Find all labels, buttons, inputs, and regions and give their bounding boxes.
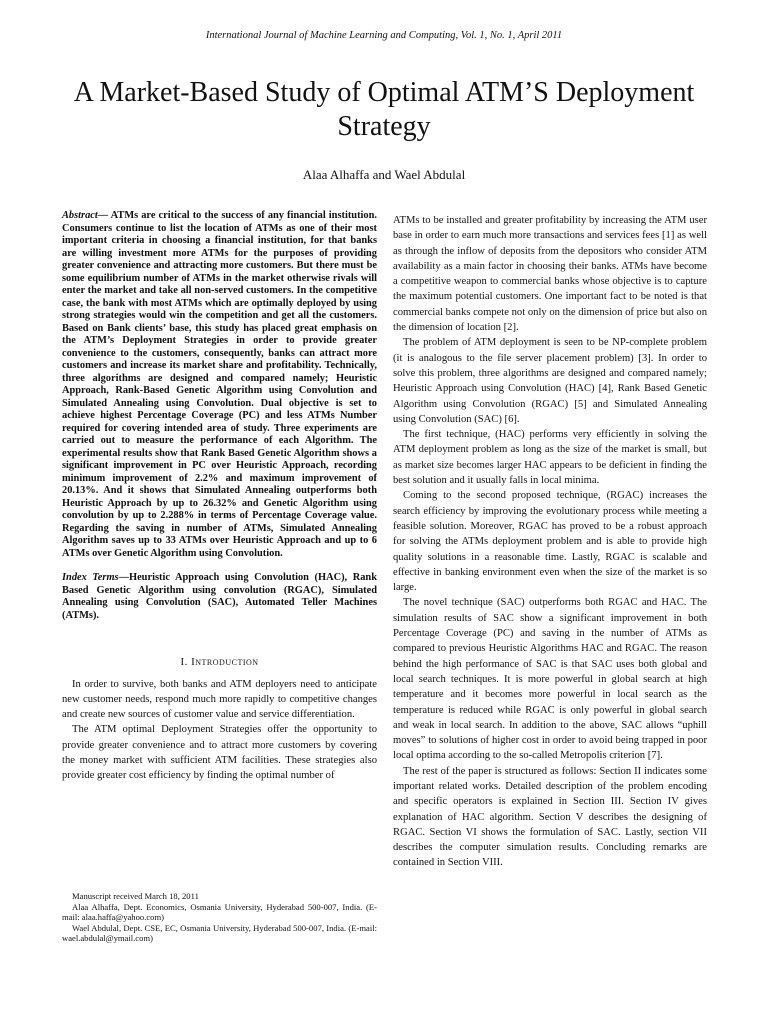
- right-column: [393, 213, 707, 871]
- footnote: Alaa Alhaffa, Dept. Economics, Osmania University, Hyderabad 500-007, India. (E-mail: alaa.haffa@yahoo.com): [62, 901, 377, 922]
- index-terms-label: Index Terms: [62, 572, 119, 583]
- journal-header: International Journal of Machine Learning and Computing, Vol. 1, No. 1, April 2011: [205, 30, 563, 41]
- intro-paragraph: In order to survive, both banks and ATM deployers need to anticipate new customer needs, respond much more rapidly to competitive changes and create new sources of customer value and service differentiation.: [62, 678, 377, 721]
- section-number: I.: [180, 656, 188, 668]
- authors: Alaa Alhaffa and Wael Abdulal: [302, 167, 466, 182]
- footnote: Manuscript received March 18, 2011: [72, 891, 199, 901]
- index-terms: [62, 572, 377, 622]
- index-terms-text: —Heuristic Approach using Convolution (HAC), Rank Based Genetic Algorithm using convolution (RGAC), Simulated Annealing using Convolution (SAC), Automated Teller Machines (ATMs).: [62, 572, 377, 621]
- body-paragraph: Coming to the second proposed technique, (RGAC) increases the search efficiency by improving the evolutionary process while meeting a feasible solution. Moreover, RGAC has proved to be a robust approach for solving the ATMs deployment problem and is able to provide high quality solutions in a reasonable time. Lastly, RGAC is scalable and effective in banking environment even when the size of the market is so large.: [393, 490, 707, 594]
- section-heading-introduction: [62, 656, 377, 669]
- body-paragraph: The rest of the paper is structured as follows: Section II indicates some important related works. Detailed description of the problem encoding and specific operators is explained in Section III. Section IV gives explanation of HAC algorithm. Section V describes the designing of RGAC. Section VI shows the formulation of SAC. Lastly, section VII describes the computer simulation results. Concluding remarks are contained in Section VIII.: [393, 765, 707, 869]
- footnotes: [62, 890, 377, 944]
- body-paragraph: The first technique, (HAC) performs very efficiently in solving the ATM deployment problem as long as the size of the market is small, but as market size becomes larger HAC appears to be deficient in finding the best solution and it usually falls in local minima.: [393, 429, 707, 487]
- body-paragraph: The novel technique (SAC) outperforms both RGAC and HAC. The simulation results of SAC show a significant improvement in both Percentage Coverage (PC) and saving in the number of ATMs as compared to previous Heuristic Algorithms HAC and RGAC. The reason behind the high performance of SAC is that SAC uses both global and local search techniques. It is more powerful in global search at high temperature and it becomes more powerful in local search as the temperature is reduced while RGAC is only powerful in global search and weak in local search. In addition to the above, SAC allows “uphill moves” to solutions of higher cost in order to avoid being trapped in poor local optima according to the so-called Metropolis criterion [7].: [393, 597, 707, 762]
- body-paragraph: ATMs to be installed and greater profitability by increasing the ATM user base in order to earn much more transactions and services fees [1] as well as through the inflow of deposits from the depositors who consider ATM availability as a main factor in choosing their banks. ATMs have become a competitive weapon to commercial banks whose objective is to capture the maximum potential customers. One important fact to be noted is that commercial banks compete not only on the dimension of price but also on the dimension of location [2].: [393, 215, 707, 334]
- abstract: [62, 210, 377, 560]
- abstract-label: Abstract—: [62, 210, 109, 221]
- footnote: Wael Abdulal, Dept. CSE, EC, Osmania University, Hyderabad 500-007, India. (E-mail: wael.abdulal@ymail.com): [62, 922, 377, 943]
- section-title: Introduction: [191, 656, 259, 668]
- body-paragraph: The problem of ATM deployment is seen to be NP-complete problem (it is analogous to the file server placement problem) [3]. In order to solve this problem, three algorithms are designed and compared namely; Heuristic Approach using Convolution (HAC) [4], Rank Based Genetic Algorithm using Convolution (RGAC) [5] and Simulated Annealing using Convolution (SAC) [6].: [393, 337, 707, 425]
- abstract-text: ATMs are critical to the success of any financial institution. Consumers continue to list the location of ATMs as one of their most important criteria in choosing a financial institution, for that banks are willing investment more ATMs for the purposes of providing greater convenience and attracting more customers. But there must be some equilibrium number of ATMs in the market otherwise rivals will enter the market and take all non-served customers. In the competitive case, the bank with most ATMs which are optimally deployed by using strong strategies would win the competition and get all the customers. Based on Bank clients’ base, this study has placed great emphasis on the ATM’s Deployment Strategies in order to provide greater convenience to the customers, consequently, banks can attract more customers and increase its market share and profitability. Technically, three algorithms are designed and compared namely; Heuristic Approach, Rank-Based Genetic Algorithm using Convolution and Simulated Annealing using Convolution. Dual objective is set to achieve highest Percentage Coverage (PC) and less ATMs Number required for covering intended area of study. Three experiments are carried out to measure the performance of each Algorithm. The experimental results show that Rank Based Genetic Algorithm shows a significant improvement in PC over Heuristic Approach, recording minimum improvement of 2.2% and maximum improvement of 20.13%. And it shows that Simulated Annealing outperforms both Heuristic Approach by up to 26.32% and Genetic Algorithm using convolution by up to 2.288% in terms of Percentage Coverage value. Regarding the saving in number of ATMs, Simulated Annealing Algorithm saves up to 33 ATMs over Heuristic Approach and up to 6 ATMs over Genetic Algorithm using Convolution.: [62, 210, 377, 559]
- left-column: [62, 210, 377, 784]
- introduction-body: [62, 677, 377, 784]
- paper-title: A Market-Based Study of Optimal ATM’S Deployment Strategy: [73, 77, 695, 142]
- intro-paragraph: The ATM optimal Deployment Strategies offer the opportunity to provide greater convenience and to attract more customers by covering the money market with sufficient ATM facilities. These strategies also provide greater cost efficiency by finding the optimal number of: [62, 724, 377, 782]
